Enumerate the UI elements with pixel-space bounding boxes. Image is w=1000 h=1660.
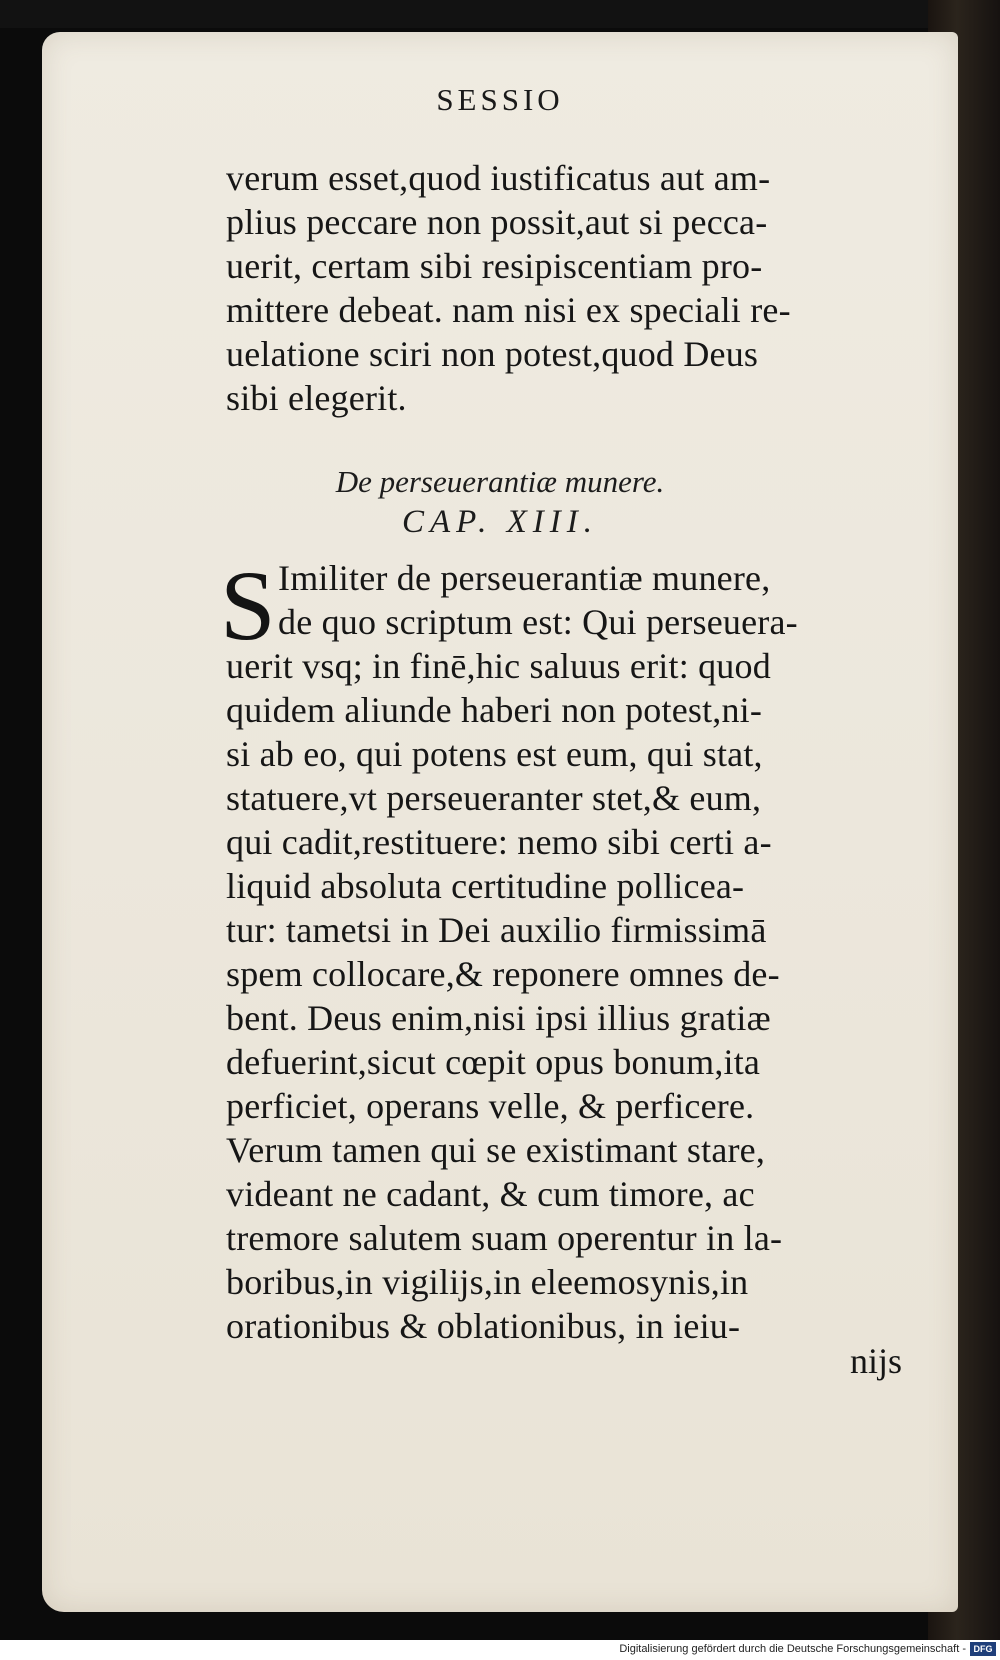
text-line: uerit, certam sibi resipiscentiam pro-: [226, 246, 763, 286]
chapter-number: CAP. XIII.: [402, 504, 598, 540]
catchword: nijs: [849, 1341, 902, 1381]
drop-capital: S: [220, 550, 276, 661]
text-line: boribus,in vigilijs,in eleemosynis,in: [226, 1262, 749, 1302]
text-line: sibi elegerit.: [226, 378, 407, 418]
text-line: quidem aliunde haberi non potest,ni-: [226, 690, 763, 730]
text-line: qui cadit,restituere: nemo sibi certi a-: [226, 822, 772, 862]
text-line: tremore salutem suam operentur in la-: [226, 1218, 783, 1258]
text-line: bent. Deus enim,nisi ipsi illius gratiæ: [226, 998, 771, 1038]
text-line: uelatione sciri non potest,quod Deus: [226, 334, 759, 374]
dfg-logo-icon: DFG: [970, 1642, 996, 1656]
text-line: de quo scriptum est: Qui perseuera-: [278, 602, 798, 642]
text-line: Verum tamen qui se existimant stare,: [226, 1130, 766, 1170]
text-line: plius peccare non possit,aut si pecca-: [226, 202, 768, 242]
text-line: uerit vsq; in finē,hic saluus erit: quod: [226, 646, 771, 686]
running-head: SESSIO: [436, 82, 564, 117]
text-line: si ab eo, qui potens est eum, qui stat,: [226, 734, 763, 774]
text-line: statuere,vt perseueranter stet,& eum,: [226, 778, 762, 818]
footer-credit: Digitalisierung gefördert durch die Deutsche Forschungsgemeinschaft -: [619, 1643, 966, 1655]
text-line: verum esset,quod iustificatus aut am-: [226, 158, 771, 198]
chapter-title: De perseuerantiæ munere.: [335, 464, 665, 499]
text-line: videant ne cadant, & cum timore, ac: [226, 1174, 755, 1214]
text-line: spem collocare,& reponere omnes de-: [226, 954, 780, 994]
text-line: defuerint,sicut cœpit opus bonum,ita: [226, 1042, 761, 1082]
text-line: perficiet, operans velle, & perficere.: [226, 1086, 755, 1126]
text-line: tur: tametsi in Dei auxilio firmissimā: [226, 910, 767, 950]
scan-top-background: [0, 0, 1000, 28]
text-line: orationibus & oblationibus, in ieiu-: [226, 1306, 741, 1346]
text-line: Imiliter de perseuerantiæ munere,: [278, 558, 771, 598]
text-line: liquid absoluta certitudine pollicea-: [226, 866, 745, 906]
text-line: mittere debeat. nam nisi ex speciali re-: [226, 290, 791, 330]
